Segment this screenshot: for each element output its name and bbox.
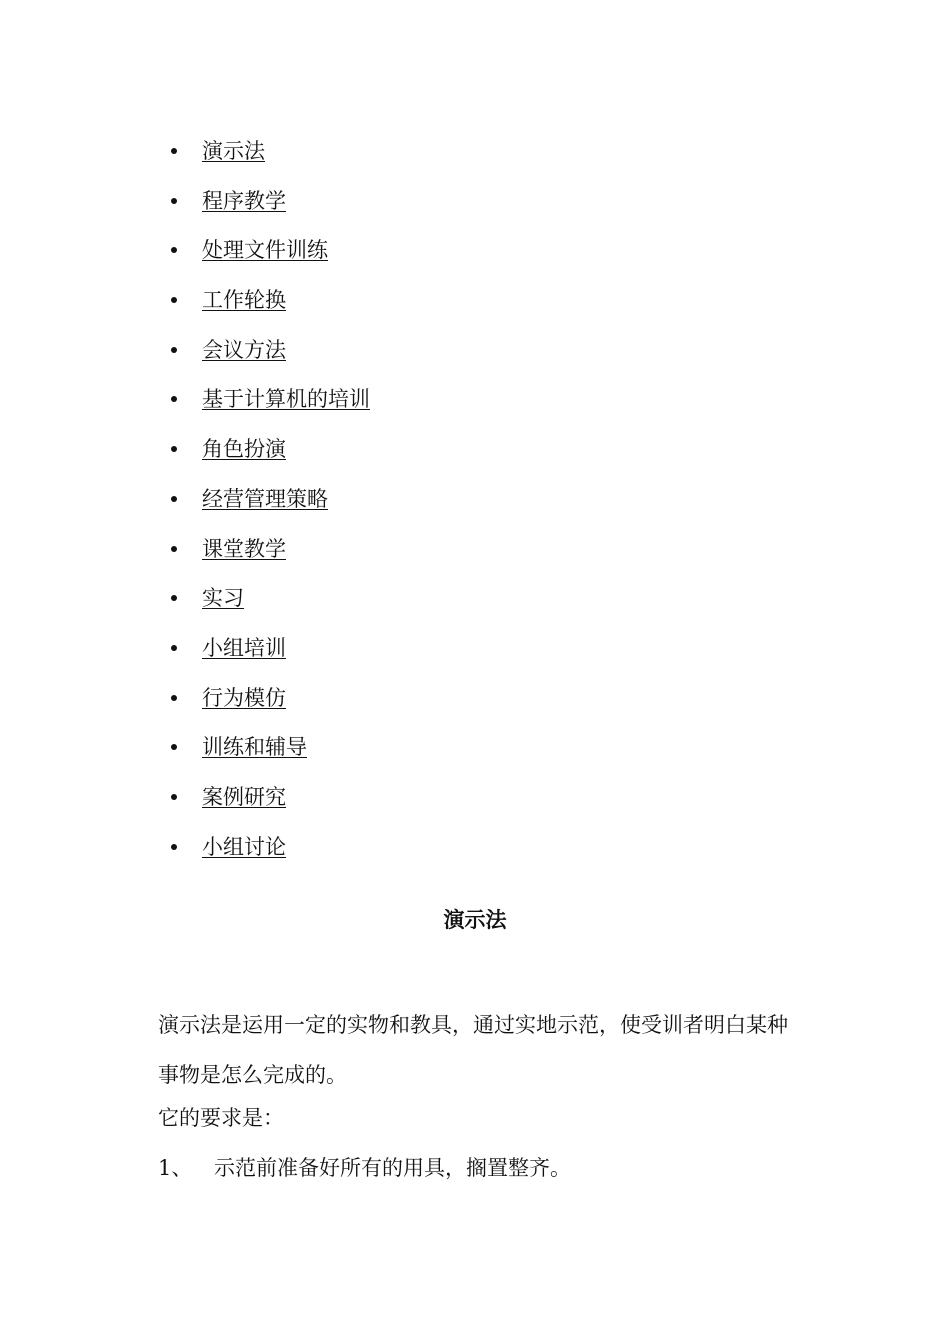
list-item [160, 432, 800, 482]
toc-link[interactable]: 小组培训 [202, 635, 286, 660]
bullet-icon [171, 695, 177, 701]
toc-link[interactable]: 课堂教学 [202, 536, 286, 561]
list-item [160, 333, 800, 383]
list-item [160, 780, 800, 830]
toc-link[interactable]: 案例研究 [202, 784, 286, 809]
bullet-icon [171, 446, 177, 452]
requirement-number: 1、 [158, 1156, 193, 1180]
requirement-text: 示范前准备好所有的用具，搁置整齐。 [214, 1156, 571, 1180]
list-item [160, 134, 800, 184]
list-item [160, 681, 800, 731]
list-item [160, 184, 800, 234]
bullet-icon [171, 844, 177, 850]
bullet-icon [171, 595, 177, 601]
toc-link[interactable]: 角色扮演 [202, 437, 286, 462]
bullet-icon [171, 546, 177, 552]
toc-link[interactable]: 工作轮换 [202, 288, 286, 313]
toc-link[interactable]: 实习 [202, 586, 244, 611]
requirement-item [158, 1151, 798, 1185]
bullet-icon [171, 744, 177, 750]
toc-link[interactable]: 会议方法 [202, 337, 286, 362]
bullet-icon [171, 247, 177, 253]
list-item [160, 233, 800, 283]
toc-link[interactable]: 基于计算机的培训 [202, 387, 370, 412]
list-item [160, 382, 800, 432]
bullet-icon [171, 297, 177, 303]
toc-link[interactable]: 行为模仿 [202, 685, 286, 710]
list-item [160, 730, 800, 780]
list-item [160, 283, 800, 333]
bullet-icon [171, 645, 177, 651]
bullet-icon [171, 794, 177, 800]
toc-link[interactable]: 程序教学 [202, 188, 286, 213]
training-methods-list [160, 134, 800, 879]
toc-link[interactable]: 演示法 [202, 139, 265, 163]
list-item [160, 482, 800, 532]
requirements-intro: 它的要求是： [158, 1106, 284, 1130]
section-title: 演示法 [443, 907, 507, 932]
bullet-icon [171, 396, 177, 402]
bullet-icon [171, 347, 177, 353]
bullet-icon [171, 148, 177, 154]
toc-link[interactable]: 经营管理策略 [202, 486, 328, 511]
list-item [160, 532, 800, 582]
toc-link[interactable]: 训练和辅导 [202, 735, 307, 760]
toc-link[interactable]: 处理文件训练 [202, 238, 328, 263]
toc-link[interactable]: 小组讨论 [202, 834, 286, 859]
list-item [160, 631, 800, 681]
section-paragraph: 演示法是运用一定的实物和教具，通过实地示范，使受训者明白某种事物是怎么完成的。 [158, 1013, 788, 1087]
bullet-icon [171, 496, 177, 502]
bullet-icon [171, 198, 177, 204]
list-item [160, 581, 800, 631]
list-item [160, 830, 800, 880]
